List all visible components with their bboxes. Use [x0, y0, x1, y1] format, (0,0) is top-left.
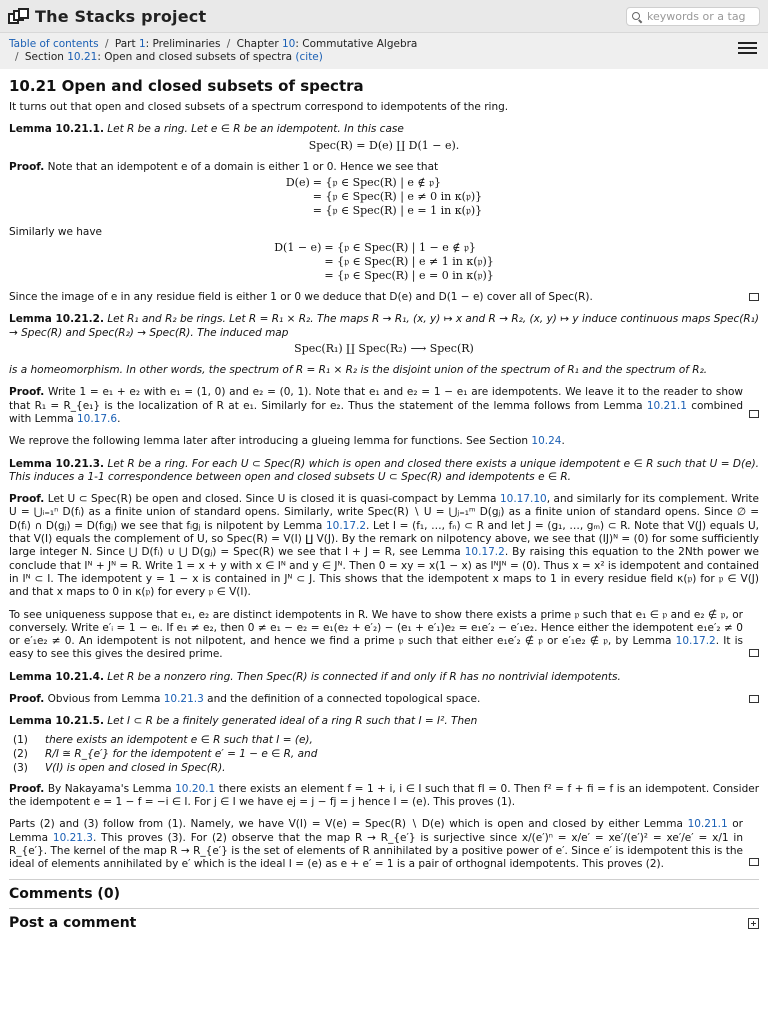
main-content	[0, 69, 768, 937]
list-item-text: R/I ≅ R_{e′} for the idempotent e′ = 1 − e ∈ R, and	[45, 747, 318, 760]
lemma-link[interactable]: 10.17.2	[464, 546, 505, 559]
proof-paragraph	[9, 386, 743, 426]
comments-section	[9, 879, 759, 908]
site-title[interactable]: The Stacks project	[35, 6, 207, 26]
equation-lhs: D(e)	[285, 175, 310, 189]
equation-lhs	[286, 204, 310, 218]
lemma-link[interactable]: 10.17.6	[76, 412, 118, 425]
lemma-link[interactable]: 10.17.10	[499, 493, 547, 506]
lemma-link[interactable]: 10.17.2	[675, 635, 716, 648]
breadcrumb-separator: /	[15, 51, 19, 63]
lemma-link[interactable]: 10.21.3	[163, 693, 204, 706]
lemma-link[interactable]: 10.21.1	[646, 399, 687, 412]
proof-text: Note that an idempotent e of a domain is either 1 or 0. Hence we see that	[47, 160, 439, 173]
search-input[interactable]	[647, 10, 755, 23]
lemma-statement: Let I ⊂ R be a finitely generated ideal of a ring R such that I = I². Then	[107, 715, 478, 728]
lemma-link[interactable]: 10.20.1	[175, 782, 216, 795]
equation-lhs: D(1 − e)	[274, 241, 322, 255]
breadcrumb-part-name: : Preliminaries	[145, 38, 221, 50]
breadcrumb	[0, 33, 768, 69]
qed-icon	[749, 410, 759, 418]
lemma-10-21-5	[9, 715, 759, 728]
post-comment-section[interactable]	[9, 908, 759, 937]
proof-text: . By raising this equation to the 2Nth power we conclude that Iᴺ + Jᴺ = R. Write 1 = x + y with x ∈ Iᴺ and y ∈ Jᴺ. Then 0 = xy = x(1 − x) as IᴺJᴺ = (0). Thus x = x² is idempotent and contained in Iᴺ ⊂ I. The idempotent y = 1 − x is contained in Jᴺ ⊂ J. This shows that the idempotent x maps to 1 in every residue field κ(𝔭) for 𝔭 ∈ V(J) and that x maps to 0 in κ(𝔭) for every 𝔭 ∈ V(I).	[9, 546, 759, 599]
expand-icon[interactable]	[748, 918, 759, 929]
proof-text: Parts (2) and (3) follow from (1). Namely, we have V(I) = V(e) = Spec(R) ∖ D(e) which is open and closed by either Lemma	[9, 818, 683, 831]
lemma-statement: is a homeomorphism. In other words, the spectrum of R = R₁ × R₂ is the disjoint union of the spectrum of R₁ and the spectrum of R₂.	[9, 364, 708, 377]
breadcrumb-chapter-name: : Commutative Algebra	[295, 38, 418, 50]
lemma-link[interactable]: 10.21.1	[687, 818, 728, 831]
equation-rhs: = {𝔭 ∈ Spec(R) | 1 − e ∉ 𝔭}	[324, 241, 476, 255]
proof-heading: Proof.	[9, 693, 45, 706]
lemma-link[interactable]: 10.17.2	[325, 519, 367, 532]
proof-text: there exists an element f = 1 + i, i ∈ I such that fI = 0. Then f² = f + fi = f is an idempotent. Consider the idempotent e = 1 − f = −i ∈ I. For j ∈ I we have ej = j − fj = j hence I = (e). This proves (1).	[9, 782, 760, 808]
proof-heading: Proof.	[9, 782, 45, 795]
proof-intro	[9, 161, 759, 174]
proof-block	[9, 818, 759, 875]
section-intro: It turns out that open and closed subsets of a spectrum correspond to idempotents of the ring.	[9, 101, 509, 113]
proof-block	[9, 609, 759, 671]
proof-text: Write 1 = e₁ + e₂ with e₁ = (1, 0) and e₂ = (0, 1). Note that e₁ and e₂ = 1 − e₁ are idempotents. We leave it to the reader to show that R₁ = R_{e₁} is the localization of R at e₁. Similarly for e₂. Thus the statement of the lemma follows from Lemma	[9, 386, 744, 412]
cite-link[interactable]: (cite)	[295, 51, 323, 63]
proof-text: , and similarly for its complement. Write U = ⋃ᵢ₌₁ⁿ D(fᵢ) as a finite union of standard opens. Similarly, write Spec(R) ∖ U = ⋃ⱼ₌₁ᵐ D(gⱼ) as a finite union of standard opens. Since ∅ = D(fᵢ) ∩ D(gⱼ) = D(fᵢgⱼ) we see that fᵢgⱼ is nilpotent by Lemma	[9, 493, 760, 532]
lemma-10-21-4	[9, 671, 759, 684]
page-title: 10.21 Open and closed subsets of spectra	[9, 77, 364, 95]
display-equation: Spec(R) = D(e) ∐ D(1 − e).	[308, 138, 460, 152]
list-item	[9, 747, 759, 761]
proof-heading: Proof.	[9, 493, 45, 506]
lemma-statement: Let R be a ring. Let e ∈ R be an idempotent. In this case	[107, 123, 404, 136]
qed-icon	[749, 695, 759, 703]
equation-rhs: = {𝔭 ∈ Spec(R) | e = 1 in κ(𝔭)}	[312, 203, 483, 217]
equation-rhs: = {𝔭 ∈ Spec(R) | e ≠ 1 in κ(𝔭)}	[324, 255, 494, 269]
aligned-equation	[9, 176, 759, 218]
breadcrumb-chapter-prefix: Chapter	[236, 38, 279, 50]
proof-text: combined with Lemma	[9, 399, 743, 425]
lemma-10-21-1	[9, 123, 759, 136]
lemma-heading[interactable]: Lemma 10.21.4.	[9, 670, 104, 683]
list-item-number: (3)	[13, 761, 28, 774]
breadcrumb-separator: /	[226, 38, 231, 50]
brand[interactable]	[8, 7, 206, 26]
proof-paragraph	[9, 493, 759, 599]
proof-paragraph	[9, 818, 743, 871]
reprove-note	[9, 435, 759, 448]
display-equation: Spec(R₁) ∐ Spec(R₂) ⟶ Spec(R)	[294, 342, 474, 356]
search-box[interactable]	[626, 7, 760, 26]
proof-text: . It is easy to see this gives the desired prime.	[9, 635, 743, 661]
proof-heading: Proof.	[9, 160, 45, 173]
equation-rhs: = {𝔭 ∈ Spec(R) | e ∉ 𝔭}	[312, 175, 442, 189]
breadcrumb-part-prefix: Part	[114, 38, 136, 50]
list-item-text: there exists an idempotent e ∈ R such that I = (e),	[45, 733, 313, 746]
proof-text: .	[117, 412, 121, 425]
proof-text: Since the image of e in any residue field is either 1 or 0 we deduce that D(e) and D(1 − e) cover all of Spec(R).	[9, 291, 593, 304]
equation-rhs: = {𝔭 ∈ Spec(R) | e = 0 in κ(𝔭)}	[324, 269, 494, 283]
equation-rhs: = {𝔭 ∈ Spec(R) | e ≠ 0 in κ(𝔭)}	[312, 189, 483, 203]
breadcrumb-chapter	[237, 38, 418, 50]
breadcrumb-chapter-link[interactable]: 10	[282, 38, 296, 50]
lemma-statement: Let R be a nonzero ring. Then Spec(R) is connected if and only if R has no nontrivial idempotents.	[107, 670, 621, 683]
lemma-heading[interactable]: Lemma 10.21.5.	[9, 715, 104, 728]
lemma-conditions-list	[9, 733, 759, 775]
list-item-number: (2)	[13, 747, 28, 760]
lemma-heading[interactable]: Lemma 10.21.1.	[9, 123, 104, 136]
proof-text: Obvious from Lemma	[47, 693, 161, 706]
proof-block	[9, 386, 759, 435]
lemma-10-21-2	[9, 313, 759, 340]
breadcrumb-toc-link[interactable]: Table of contents	[9, 38, 99, 50]
proof-text: and the definition of a connected topological space.	[207, 693, 481, 706]
lemma-heading[interactable]: Lemma 10.21.2.	[9, 313, 104, 326]
note-text: We reprove the following lemma later after introducing a glueing lemma for functions. See Section	[9, 435, 529, 448]
proof-text: To see uniqueness suppose that e₁, e₂ are distinct idempotents in R. We have to show there exists a prime 𝔭 such that e₁ ∈ 𝔭 and e₂ ∉ 𝔭, or conversely. Write e′ᵢ = 1 − eᵢ. If e₁ ≠ e₂, then 0 ≠ e₁ − e₂ = e₁(e₂ + e′₂) − (e₁ + e′₁)e₂ = e₁e′₂ − e′₁e₂. Hence either the idempotent e₁e′₂ ≠ 0 or e′₁e₂ ≠ 0. An idempotent is not nilpotent, and hence we find a prime 𝔭 such that either e₁e′₂ ∉ 𝔭 or e′₁e₂ ∉ 𝔭, by Lemma	[9, 608, 743, 648]
proof-heading: Proof.	[9, 386, 45, 399]
proof-paragraph	[9, 693, 480, 706]
similarly-text: Similarly we have	[9, 225, 103, 238]
note-text: .	[561, 435, 565, 448]
top-bar	[0, 0, 768, 33]
breadcrumb-separator: /	[104, 38, 109, 50]
proof-paragraph	[9, 783, 759, 810]
equation-lhs	[274, 269, 321, 283]
qed-icon	[749, 858, 759, 866]
post-comment-heading[interactable]: Post a comment	[9, 915, 137, 932]
proof-text: or Lemma	[9, 818, 743, 844]
proof-block	[9, 693, 759, 715]
list-item-number: (1)	[13, 733, 28, 746]
lemma-statement: Let R be a ring. For each U ⊂ Spec(R) which is open and closed there exists a unique idempotent e ∈ R such that U = D(e). This induces a 1-1 correspondence between open and closed subsets U ⊂ Spec(R) and idempotents e ∈ R.	[9, 457, 760, 483]
proof-paragraph	[9, 609, 743, 662]
comments-heading: Comments (0)	[9, 886, 120, 903]
proof-text: Let U ⊂ Spec(R) be open and closed. Since U is closed it is quasi-compact by Lemma	[47, 493, 497, 506]
breadcrumb-part	[115, 38, 221, 50]
breadcrumb-part-link[interactable]: 1	[138, 38, 146, 50]
search-icon	[631, 11, 643, 23]
section-link[interactable]: 10.24	[531, 435, 562, 448]
proof-conclusion	[9, 291, 759, 313]
equation-lhs	[286, 190, 310, 204]
breadcrumb-section-prefix: Section	[24, 51, 64, 63]
proof-text: . Let I = (f₁, …, fₙ) ⊂ R and let J = (g₁, …, gₘ) ⊂ R. Note that V(J) equals U, that V(I) equals the complement of U, so Spec(R) = V(I) ∐ V(J). By the remark on nilpotency above, we see that (IJ)ᴺ = (0) for some sufficiently large integer N. Since ⋃ D(fᵢ) ∪ ⋃ D(gⱼ) = Spec(R) we see that I + J = R, see Lemma	[9, 519, 759, 559]
qed-icon	[749, 649, 759, 657]
aligned-equation	[9, 241, 759, 283]
lemma-heading[interactable]: Lemma 10.21.3.	[9, 457, 105, 470]
qed-icon	[749, 293, 759, 301]
breadcrumb-section-link[interactable]: 10.21	[67, 51, 98, 63]
lemma-10-21-3	[9, 458, 759, 485]
list-item	[9, 761, 759, 775]
stacks-logo-icon	[8, 8, 30, 25]
lemma-link[interactable]: 10.21.3	[52, 831, 93, 844]
lemma-statement: Let R₁ and R₂ be rings. Let R = R₁ × R₂. The maps R → R₁, (x, y) ↦ x and R → R₂, (x, y) ↦ y induce continuous maps Spec(R₁) → Spec(R) and Spec(R₂) → Spec(R). The induced map	[9, 313, 759, 339]
breadcrumb-section-name: : Open and closed subsets of spectra	[97, 51, 293, 63]
hamburger-menu-icon[interactable]	[738, 42, 757, 54]
list-item	[9, 733, 759, 747]
equation-lhs	[274, 255, 321, 269]
proof-text: By Nakayama's Lemma	[47, 782, 172, 795]
proof-text: . This proves (3). For (2) observe that the map R → R_{e′} is surjective since x/(e′)ⁿ = x/e′ = xe′/(e′)² = xe′/e′ = x/1 in R_{e′}. The kernel of the map R → R_{e′} is the set of elements of R annihilated by a positive power of e′. Since e′ is idempotent this is the ideal of elements annihilated by e′ which is the ideal I = (e) as e + e′ = 1 is a pair of orthognal idempotents. This proves (2).	[9, 831, 743, 871]
list-item-text: V(I) is open and closed in Spec(R).	[45, 761, 226, 774]
